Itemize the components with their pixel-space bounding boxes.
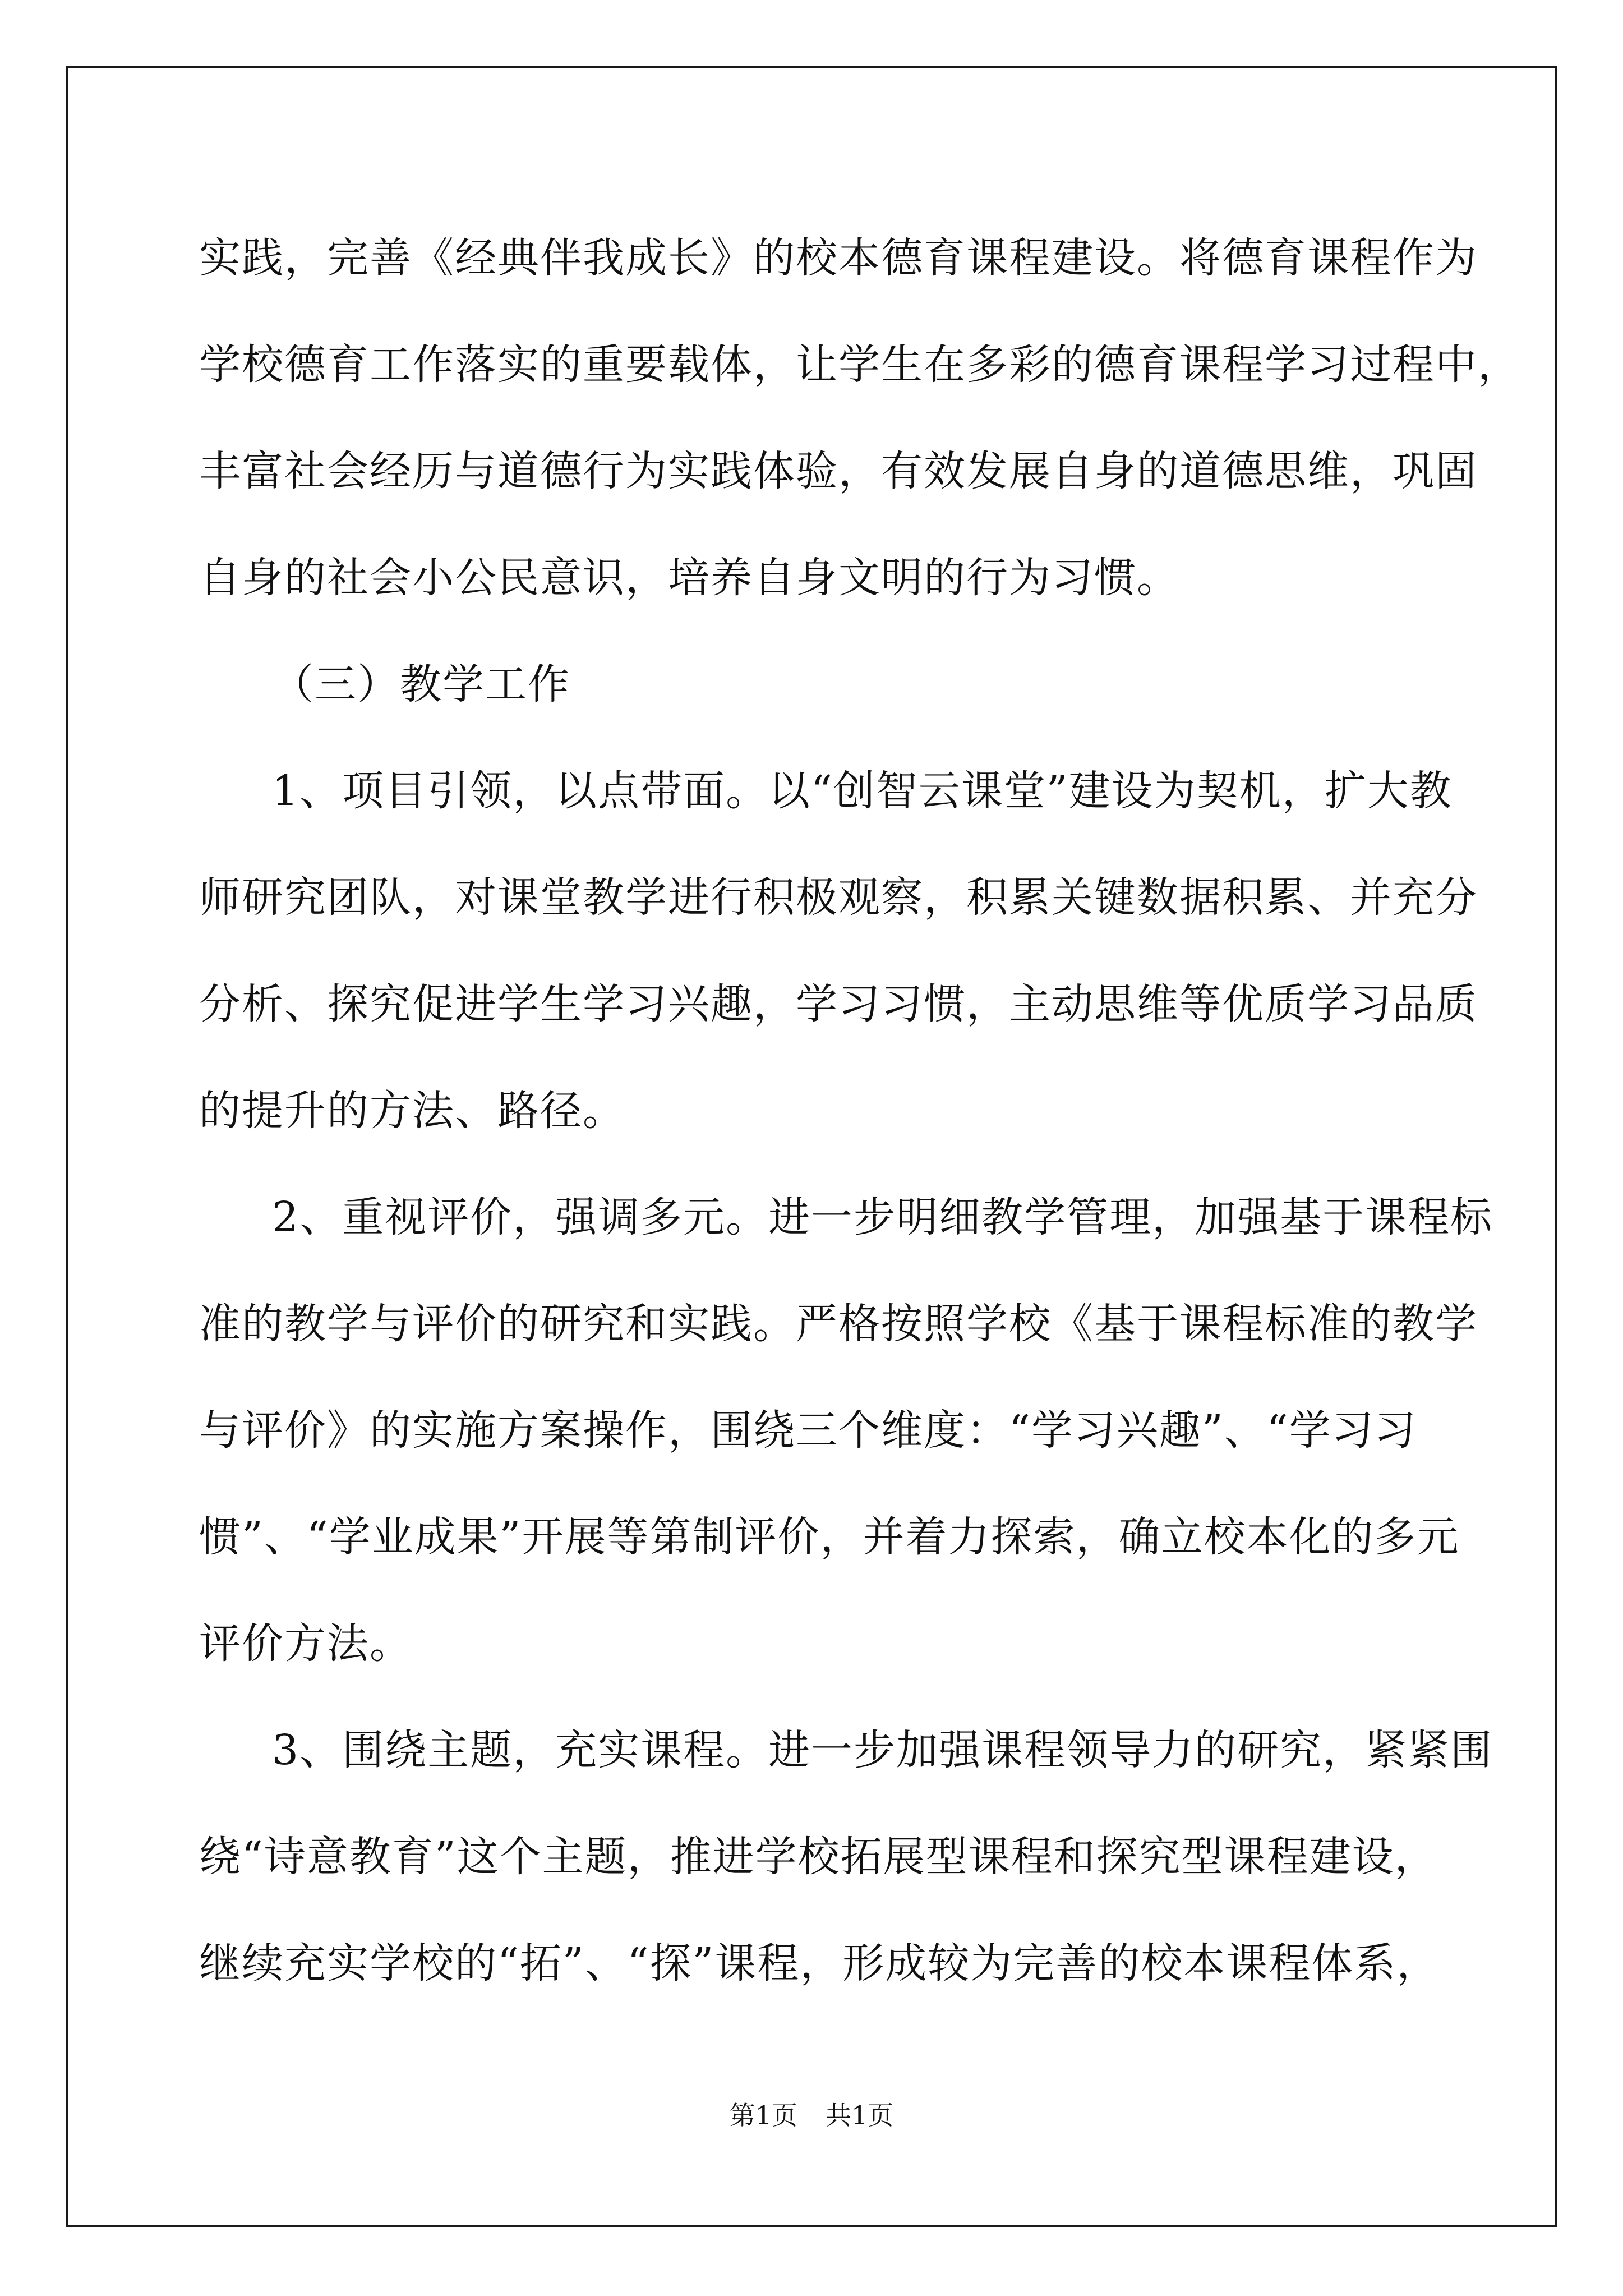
text-line: 自身的社会小公民意识，培养自身文明的行为习惯。 bbox=[199, 554, 1179, 602]
text-line: 继续充实学校的“拓”、“探”课程，形成较为完善的校本课程体系， bbox=[199, 1939, 1440, 1987]
text-line: 准的教学与评价的研究和实践。严格按照学校《基于课程标准的教学 bbox=[199, 1300, 1478, 1348]
text-line: 3、围绕主题，充实课程。进一步加强课程领导力的研究，紧紧围 bbox=[272, 1726, 1493, 1774]
text-line: 学校德育工作落实的重要载体，让学生在多彩的德育课程学习过程中， bbox=[199, 341, 1520, 389]
text-line: 评价方法。 bbox=[199, 1619, 412, 1668]
text-line: 2、重视评价，强调多元。进一步明细教学管理，加强基于课程标 bbox=[272, 1193, 1493, 1241]
text-line: 丰富社会经历与道德行为实践体验，有效发展自身的道德思维，巩固 bbox=[199, 447, 1478, 495]
document-body bbox=[199, 205, 1520, 2017]
section-heading: （三）教学工作 bbox=[272, 660, 570, 708]
text-line: 绕“诗意教育”这个主题，推进学校拓展型课程和探究型课程建设， bbox=[199, 1833, 1437, 1881]
text-line: 1、项目引领，以点带面。以“创智云课堂”建设为契机，扩大教 bbox=[272, 767, 1453, 815]
text-line: 的提升的方法、路径。 bbox=[199, 1087, 625, 1135]
text-line: 惯”、“学业成果”开展等第制评价，并着力探索，确立校本化的多元 bbox=[199, 1513, 1460, 1561]
page-footer bbox=[0, 2095, 1623, 2132]
page-number: 第1页 bbox=[729, 2100, 797, 2131]
page-total: 共1页 bbox=[826, 2100, 894, 2131]
text-line: 实践，完善《经典伴我成长》的校本德育课程建设。将德育课程作为 bbox=[199, 234, 1478, 282]
text-line: 师研究团队，对课堂教学进行积极观察，积累关键数据积累、并充分 bbox=[199, 873, 1478, 922]
text-line: 分析、探究促进学生学习兴趣，学习习惯，主动思维等优质学习品质 bbox=[199, 980, 1478, 1028]
text-line: 与评价》的实施方案操作，围绕三个维度：“学习兴趣”、“学习习 bbox=[199, 1406, 1417, 1455]
